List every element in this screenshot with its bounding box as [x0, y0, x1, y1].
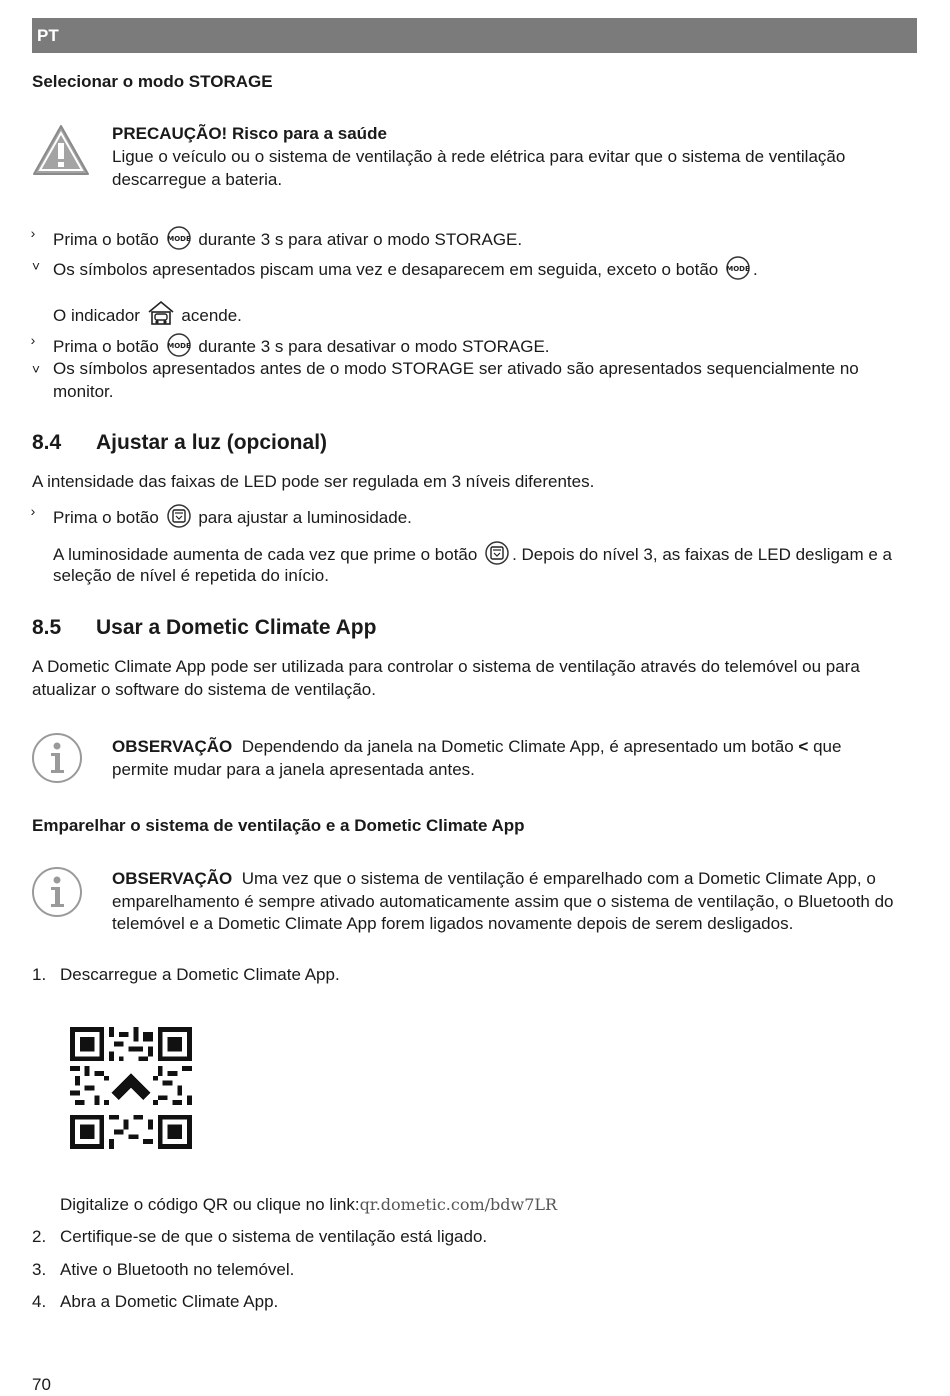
light-result-line2: seleção de nível é repetida do início.	[53, 566, 329, 585]
section-heading-light	[32, 431, 327, 455]
storage-result2-line1: Os símbolos apresentados antes de o modo STORAGE ser ativado são apresentados sequencialmente no	[53, 359, 859, 378]
storage-step1	[53, 226, 522, 251]
storage-step2	[53, 333, 550, 358]
storage-indicator-text-a: O indicador	[53, 306, 140, 325]
language-bar	[32, 18, 917, 53]
result-marker: ˅	[31, 361, 41, 377]
section-title: Ajustar a luz (opcional)	[96, 431, 328, 454]
svg-text:MODE: MODE	[166, 235, 191, 243]
storage-step2-text-a: Prima o botão	[53, 337, 159, 356]
action-marker: ›	[30, 225, 36, 241]
light-result	[53, 541, 892, 566]
light-step-text-a: Prima o botão	[53, 508, 159, 527]
step-number: 3.	[32, 1260, 47, 1279]
note1-text-b: que	[813, 737, 842, 756]
mode-button-icon	[166, 226, 192, 250]
section-number: 8.4	[32, 431, 62, 454]
qr-link[interactable]: qr.dometic.com/bdw7LR	[359, 1195, 558, 1214]
storage-result1-text-a: Os símbolos apresentados piscam uma vez e desaparecem em seguida, exceto o botão	[53, 260, 719, 279]
section-heading-app	[32, 616, 376, 640]
caution-text-line2: descarregue a bateria.	[112, 170, 283, 189]
step-number: 2.	[32, 1227, 47, 1246]
note-label: OBSERVAÇÃO	[112, 737, 233, 756]
step-text: Descarregue a Dometic Climate App.	[60, 965, 340, 984]
storage-result2-line2: monitor.	[53, 382, 114, 401]
action-marker: ›	[30, 503, 36, 519]
warning-icon	[31, 123, 91, 177]
svg-text:MODE: MODE	[166, 342, 191, 350]
mode-button-icon	[725, 256, 751, 280]
storage-step1-text-a: Prima o botão	[53, 230, 159, 249]
note2-text: Uma vez que o sistema de ventilação é emparelhado com a Dometic Climate App, o	[241, 869, 876, 888]
light-step	[53, 504, 412, 529]
qr-caption-text: Digitalize o código QR ou clique no link:	[60, 1195, 360, 1214]
storage-result1	[53, 256, 758, 281]
note1-line2: permite mudar para a janela apresentada antes.	[112, 760, 475, 779]
caution-title: PRECAUÇÃO! Risco para a saúde	[112, 124, 387, 143]
step-text: Certifique-se de que o sistema de ventilação está ligado.	[60, 1227, 488, 1246]
step-number: 1.	[32, 965, 47, 984]
storage-indicator-text-b: acende.	[181, 306, 242, 325]
storage-indicator-icon	[147, 300, 175, 326]
step-number: 4.	[32, 1292, 47, 1311]
note-label: OBSERVAÇÃO	[112, 869, 233, 888]
light-result-text-a: A luminosidade aumenta de cada vez que prime o botão	[53, 545, 478, 564]
page-number: 70	[32, 1375, 51, 1394]
mode-button-icon	[166, 333, 192, 357]
light-button-icon	[166, 504, 192, 528]
note1-text: Dependendo da janela na Dometic Climate App, é apresentado um botão	[241, 737, 794, 756]
note1-line1	[112, 735, 841, 758]
qr-code[interactable]	[70, 1027, 192, 1149]
app-intro-line1: A Dometic Climate App pode ser utilizada para controlar o sistema de ventilação através do telemóvel ou para	[32, 657, 860, 676]
step-text: Ative o Bluetooth no telemóvel.	[60, 1260, 295, 1279]
section-title: Usar a Dometic Climate App	[96, 616, 377, 639]
storage-indicator	[53, 300, 242, 327]
caution-text-line1: Ligue o veículo ou o sistema de ventilação à rede elétrica para evitar que o sistema de ventilação	[112, 147, 846, 166]
storage-step2-text-b: durante 3 s para desativar o modo STORAGE.	[198, 337, 550, 356]
note2-line2: emparelhamento é sempre ativado automaticamente assim que o sistema de ventilação, o Bluetooth do	[112, 892, 894, 911]
step-text: Abra a Dometic Climate App.	[60, 1292, 279, 1311]
note2-line1	[112, 867, 876, 890]
storage-result1-text-b: .	[752, 260, 758, 279]
qr-caption	[60, 1193, 557, 1216]
light-result-text-b: . Depois do nível 3, as faixas de LED desligam e a	[512, 545, 892, 564]
svg-text:MODE: MODE	[726, 265, 750, 273]
info-icon	[31, 732, 83, 784]
section-number: 8.5	[32, 616, 62, 639]
storage-step1-text-b: durante 3 s para ativar o modo STORAGE.	[198, 230, 523, 249]
back-symbol: <	[798, 737, 809, 756]
light-intro: A intensidade das faixas de LED pode ser regulada em 3 níveis diferentes.	[32, 472, 595, 491]
result-marker: ˅	[31, 258, 41, 274]
info-icon	[31, 866, 83, 918]
storage-heading: Selecionar o modo STORAGE	[32, 72, 273, 91]
light-step-text-b: para ajustar a luminosidade.	[198, 508, 412, 527]
app-intro-line2: atualizar o software do sistema de ventilação.	[32, 680, 376, 699]
light-button-icon	[484, 541, 510, 565]
note2-line3: telemóvel e a Dometic Climate App forem ligados novamente depois de serem desligados.	[112, 914, 794, 933]
pair-heading: Emparelhar o sistema de ventilação e a Dometic Climate App	[32, 816, 525, 835]
language-code: PT	[37, 26, 59, 45]
action-marker: ›	[30, 332, 36, 348]
